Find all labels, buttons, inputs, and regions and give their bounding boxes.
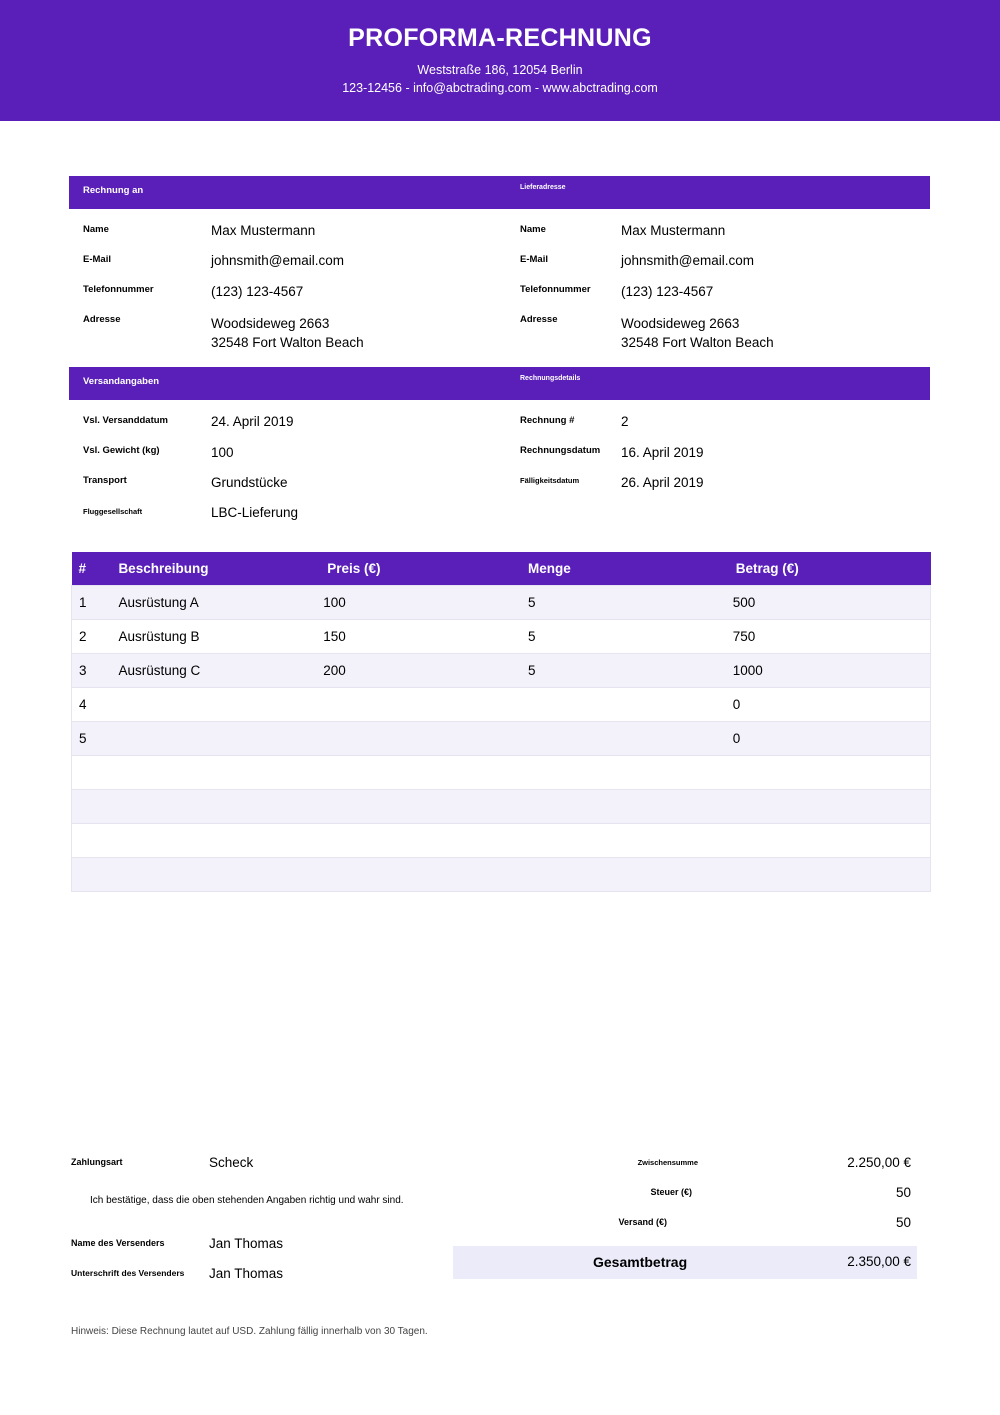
table-cell [118,824,323,858]
column-header: Beschreibung [118,552,323,586]
table-cell: Ausrüstung A [118,586,323,620]
table-row [72,722,931,756]
table-cell [528,756,733,790]
table-cell: 200 [323,654,528,688]
bill-to-address-label: Adresse [83,314,121,325]
table-cell: 4 [72,688,119,722]
bill-to-address-line2: 32548 Fort Walton Beach [211,335,364,350]
table-cell [72,790,119,824]
ship-to-email: johnsmith@email.com [621,253,754,268]
table-cell: 750 [733,620,931,654]
table-row [72,756,931,790]
table-cell [528,688,733,722]
bill-to-name: Max Mustermann [211,223,316,238]
invoice-date-label: Rechnungsdatum [520,445,601,456]
transport-label: Transport [83,475,127,486]
table-cell [528,824,733,858]
ship-to-email-label: E-Mail [520,254,548,265]
table-cell: 5 [528,620,733,654]
ship-to-address-label: Adresse [520,314,558,325]
due-date-label: Fälligkeitsdatum [520,476,580,485]
shipping-heading: Versandangaben [83,376,160,387]
shipping-cost-label: Versand (€) [618,1217,667,1227]
ship-to-address-line1: Woodsideweg 2663 [621,316,740,331]
table-cell [118,790,323,824]
table-cell [733,858,931,892]
invoice-number-label: Rechnung # [520,415,575,426]
invoice-date: 16. April 2019 [621,445,704,460]
table-cell [118,756,323,790]
bill-to-address-line1: Woodsideweg 2663 [211,316,330,331]
address-section-bar [69,176,930,209]
table-cell [323,790,528,824]
table-cell [528,790,733,824]
table-cell [323,824,528,858]
table-cell [528,858,733,892]
tax-label: Steuer (€) [650,1187,692,1197]
invoice-details-heading: Rechnungsdetails [520,375,581,382]
tax-value: 50 [895,1185,911,1200]
invoice-number: 2 [621,414,629,429]
details-section-bar [69,367,930,400]
ship-to-address-line2: 32548 Fort Walton Beach [621,335,774,350]
transport: Grundstücke [211,475,288,490]
table-cell: 0 [733,722,931,756]
company-address: Weststraße 186, 12054 Berlin [417,63,583,77]
ship-date-label: Vsl. Versanddatum [83,415,169,426]
sender-name: Jan Thomas [209,1236,284,1251]
table-cell: 1000 [733,654,931,688]
invoice-header [0,0,1000,121]
table-cell [733,824,931,858]
ship-to-name-label: Name [520,224,546,235]
total-label: Gesamtbetrag [593,1254,688,1270]
bill-to-heading: Rechnung an [83,185,144,196]
column-header: # [72,552,119,586]
invoice-note: Hinweis: Diese Rechnung lautet auf USD. Zahlung fällig innerhalb von 30 Tagen. [71,1326,428,1337]
table-cell [323,722,528,756]
page-title: PROFORMA-RECHNUNG [348,24,652,52]
table-cell [323,756,528,790]
table-cell: Ausrüstung C [118,654,323,688]
table-row [72,586,931,620]
payment-method: Scheck [209,1155,254,1170]
table-row [72,688,931,722]
bill-to-email: johnsmith@email.com [211,253,344,268]
due-date: 26. April 2019 [621,475,704,490]
table-cell: 3 [72,654,119,688]
ship-weight: 100 [211,445,234,460]
ship-to-heading: Lieferadresse [520,184,566,191]
table-cell [72,858,119,892]
table-cell [733,790,931,824]
confirmation-text: Ich bestätige, dass die oben stehenden Angaben richtig und wahr sind. [90,1195,404,1206]
table-cell [323,688,528,722]
table-cell [733,756,931,790]
total-row [453,1246,917,1279]
column-header: Menge [528,552,733,586]
items-table [71,552,931,892]
ship-weight-label: Vsl. Gewicht (kg) [83,445,160,456]
table-cell [528,722,733,756]
subtotal-value: 2.250,00 € [847,1155,911,1170]
carrier-label: Fluggesellschaft [83,507,143,516]
ship-to-phone-label: Telefonnummer [520,284,591,295]
sender-signature-label: Unterschrift des Versenders [71,1268,185,1278]
table-cell [118,722,323,756]
bill-to-email-label: E-Mail [83,254,111,265]
subtotal-label: Zwischensumme [637,1158,698,1167]
table-row [72,858,931,892]
column-header: Betrag (€) [733,552,931,586]
table-cell [118,858,323,892]
table-cell: 1 [72,586,119,620]
table-row [72,790,931,824]
ship-date: 24. April 2019 [211,414,294,429]
carrier: LBC-Lieferung [211,505,299,520]
table-cell: 5 [528,654,733,688]
shipping-cost-value: 50 [895,1215,911,1230]
bill-to-phone-label: Telefonnummer [83,284,154,295]
table-cell [72,824,119,858]
sender-signature: Jan Thomas [209,1266,284,1281]
table-cell [118,688,323,722]
payment-method-label: Zahlungsart [71,1157,123,1167]
ship-to-phone: (123) 123-4567 [621,284,714,299]
bill-to-name-label: Name [83,224,109,235]
table-cell: 5 [72,722,119,756]
table-cell: 500 [733,586,931,620]
table-row [72,824,931,858]
table-cell: 5 [528,586,733,620]
table-cell: 0 [733,688,931,722]
table-cell: Ausrüstung B [118,620,323,654]
table-cell [72,756,119,790]
table-header-row [72,552,931,586]
ship-to-name: Max Mustermann [621,223,726,238]
table-cell: 100 [323,586,528,620]
table-row [72,654,931,688]
total-value: 2.350,00 € [847,1254,911,1269]
table-row [72,620,931,654]
table-cell: 150 [323,620,528,654]
column-header: Preis (€) [323,552,528,586]
bill-to-phone: (123) 123-4567 [211,284,304,299]
sender-name-label: Name des Versenders [71,1238,165,1248]
table-cell: 2 [72,620,119,654]
company-contact: 123-12456 - info@abctrading.com - www.abctrading.com [342,81,658,95]
table-cell [323,858,528,892]
